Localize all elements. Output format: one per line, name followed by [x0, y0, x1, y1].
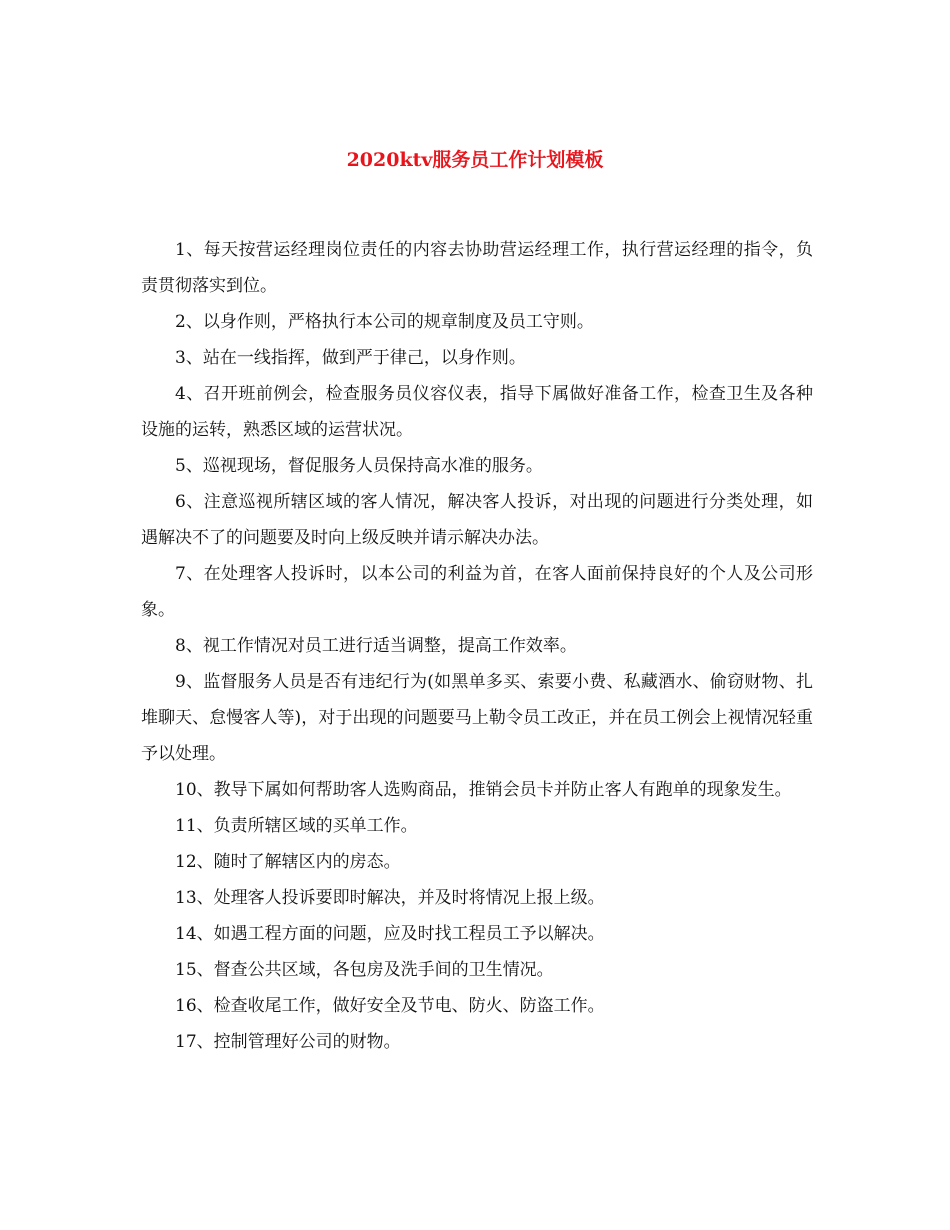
list-item: 3、站在一线指挥，做到严于律己，以身作则。 [175, 348, 526, 368]
list-item: 12、随时了解辖区内的房态。 [175, 852, 401, 872]
list-item: 10、教导下属如何帮助客人选购商品，推销会员卡并防止客人有跑单的现象发生。 [175, 780, 792, 800]
list-item: 4、召开班前例会，检查服务员仪容仪表，指导下属做好准备工作，检查卫生及各种设施的运转，熟悉区域的运营状况。 [141, 384, 813, 440]
list-item: 5、巡视现场，督促服务人员保持高水准的服务。 [175, 456, 543, 476]
list-item: 17、控制管理好公司的财物。 [175, 1032, 401, 1052]
list-item: 9、监督服务人员是否有违纪行为(如黑单多买、索要小费、私藏酒水、偷窃财物、扎堆聊天、怠慢客人等)，对于出现的问题要马上勒令员工改正，并在员工例会上视情况轻重予以处理。 [141, 672, 813, 764]
list-item: 11、负责所辖区域的买单工作。 [175, 816, 418, 836]
list-item: 6、注意巡视所辖区域的客人情况，解决客人投诉，对出现的问题进行分类处理，如遇解决不了的问题要及时向上级反映并请示解决办法。 [141, 492, 813, 548]
list-item: 15、督查公共区域，各包房及洗手间的卫生情况。 [175, 960, 554, 980]
list-item: 13、处理客人投诉要即时解决，并及时将情况上报上级。 [175, 888, 605, 908]
list-item: 2、以身作则，严格执行本公司的规章制度及员工守则。 [175, 312, 594, 332]
list-item: 1、每天按营运经理岗位责任的内容去协助营运经理工作，执行营运经理的指令，负责贯彻落实到位。 [141, 240, 813, 296]
list-item: 16、检查收尾工作，做好安全及节电、防火、防盗工作。 [175, 996, 605, 1016]
document-body [141, 232, 813, 1060]
list-item: 8、视工作情况对员工进行适当调整，提高工作效率。 [175, 636, 577, 656]
list-item: 7、在处理客人投诉时，以本公司的利益为首，在客人面前保持良好的个人及公司形象。 [141, 564, 813, 620]
document-title: 2020ktv服务员工作计划模板 [346, 149, 604, 171]
list-item: 14、如遇工程方面的问题，应及时找工程员工予以解决。 [175, 924, 605, 944]
